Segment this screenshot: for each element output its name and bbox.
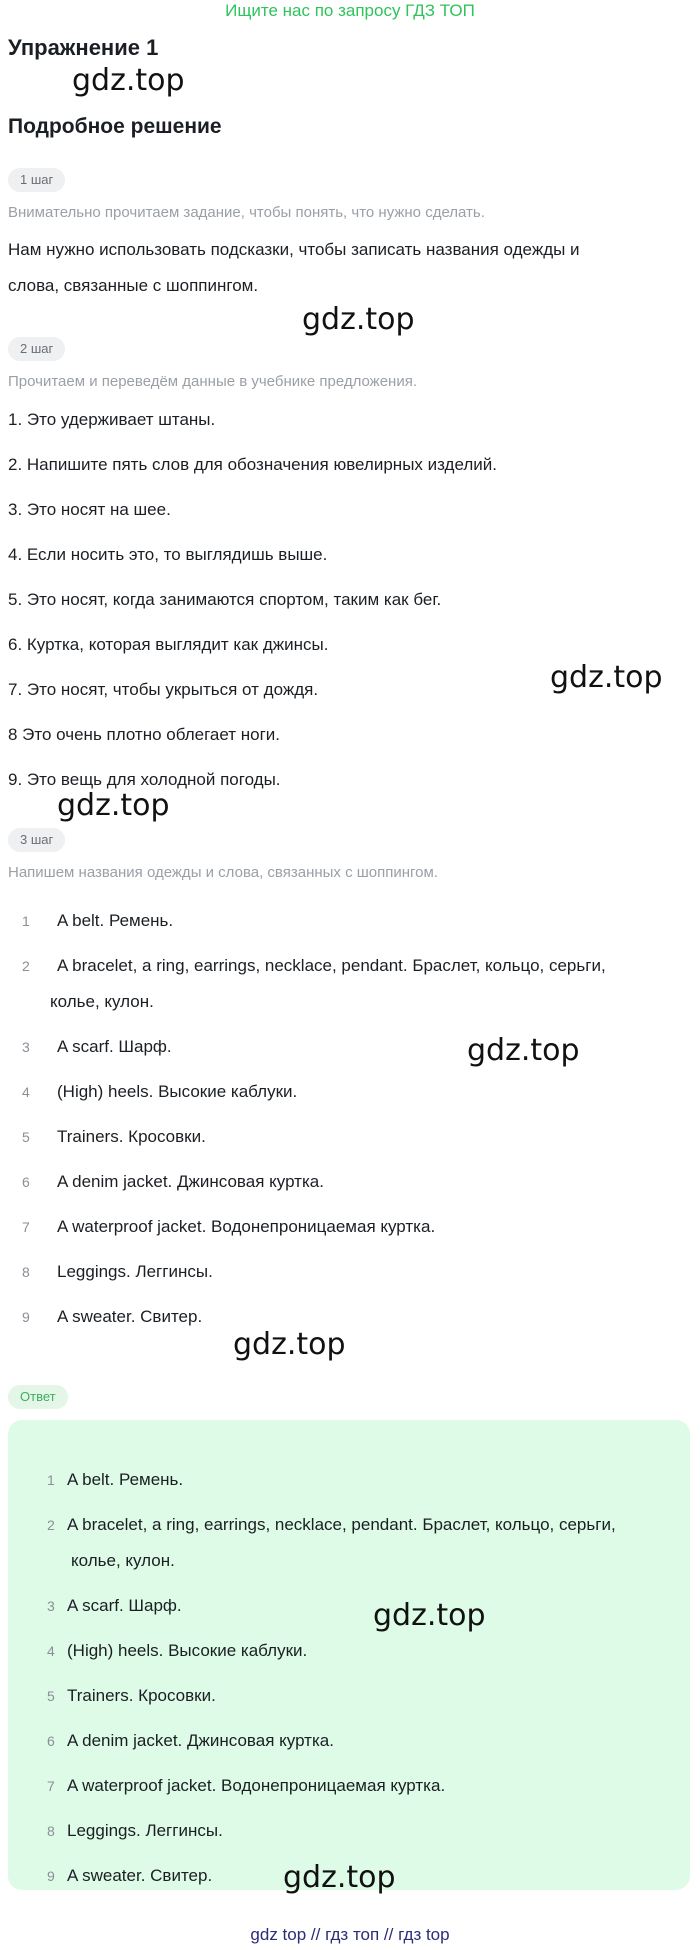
list-text: A bracelet, a ring, earrings, necklace, pendant. Браслет, кольцо, серьги, <box>67 1515 616 1534</box>
watermark: gdz.top <box>302 302 415 337</box>
watermark: gdz.top <box>373 1598 486 1633</box>
list-number: 3 <box>47 1598 55 1614</box>
step3-hint: Напишем названия одежды и слова, связанных с шоппингом. <box>8 864 438 881</box>
list-number: 1 <box>22 913 30 929</box>
step2-line: 5. Это носят, когда занимаются спортом, таким как бег. <box>8 590 442 609</box>
list-text: A bracelet, a ring, earrings, necklace, pendant. Браслет, кольцо, серьги, <box>57 956 606 975</box>
list-text: (High) heels. Высокие каблуки. <box>57 1082 298 1101</box>
list-text: A scarf. Шарф. <box>57 1037 172 1056</box>
list-text: (High) heels. Высокие каблуки. <box>67 1641 308 1660</box>
list-number: 2 <box>47 1517 55 1533</box>
list-number: 3 <box>22 1039 30 1055</box>
list-item <box>47 1723 677 1759</box>
list-number: 6 <box>47 1733 55 1749</box>
list-item <box>22 1164 682 1200</box>
step2-badge: 2 шаг <box>8 337 65 361</box>
list-text: A waterproof jacket. Водонепроницаемая куртка. <box>57 1217 436 1236</box>
step3-badge: 3 шаг <box>8 828 65 852</box>
step1-badge: 1 шаг <box>8 168 65 192</box>
list-item <box>22 1029 682 1065</box>
list-text: A scarf. Шарф. <box>67 1596 182 1615</box>
step2-hint: Прочитаем и переведём данные в учебнике предложения. <box>8 373 418 390</box>
step2-line: 4. Если носить это, то выглядишь выше. <box>8 545 328 564</box>
list-item <box>22 1299 682 1335</box>
step1-text-line1: Нам нужно использовать подсказки, чтобы записать названия одежды и <box>8 240 580 259</box>
list-item <box>22 1074 682 1110</box>
list-text: A belt. Ремень. <box>57 911 174 930</box>
list-number: 4 <box>22 1084 30 1100</box>
list-number: 1 <box>47 1472 55 1488</box>
list-item <box>47 1813 677 1849</box>
list-text: Trainers. Кросовки. <box>57 1127 206 1146</box>
list-item <box>22 903 682 939</box>
solution-title: Подробное решение <box>8 115 222 138</box>
watermark: gdz.top <box>72 63 185 98</box>
watermark: gdz.top <box>233 1327 346 1362</box>
list-item <box>47 1633 677 1669</box>
list-number: 8 <box>47 1823 55 1839</box>
list-item <box>22 1254 682 1290</box>
list-number: 6 <box>22 1174 30 1190</box>
list-number: 9 <box>22 1309 30 1325</box>
list-item <box>47 1678 677 1714</box>
watermark: gdz.top <box>283 1860 396 1895</box>
footer-links[interactable]: gdz top // гдз топ // гдз top <box>250 1925 450 1944</box>
list-text: A waterproof jacket. Водонепроницаемая куртка. <box>67 1776 446 1795</box>
list-text: A denim jacket. Джинсовая куртка. <box>57 1172 324 1191</box>
step2-line: 3. Это носят на шее. <box>8 500 171 519</box>
step2-line: 6. Куртка, которая выглядит как джинсы. <box>8 635 329 654</box>
answer-badge: Ответ <box>8 1385 68 1409</box>
list-item <box>22 948 682 1020</box>
step2-line: 7. Это носят, чтобы укрыться от дождя. <box>8 680 319 699</box>
answer-list <box>47 1462 677 1894</box>
list-number: 4 <box>47 1643 55 1659</box>
watermark: gdz.top <box>550 660 663 695</box>
list-text: Trainers. Кросовки. <box>67 1686 216 1705</box>
list-text: A denim jacket. Джинсовая куртка. <box>67 1731 334 1750</box>
step1-hint: Внимательно прочитаем задание, чтобы понять, что нужно сделать. <box>8 204 485 221</box>
list-text: Leggings. Леггинсы. <box>57 1262 213 1281</box>
step2-line: 9. Это вещь для холодной погоды. <box>8 770 281 789</box>
list-item <box>47 1768 677 1804</box>
watermark: gdz.top <box>467 1033 580 1068</box>
list-number: 2 <box>22 958 30 974</box>
exercise-title: Упражнение 1 <box>8 35 159 60</box>
list-item <box>47 1462 677 1498</box>
list-item <box>47 1507 677 1579</box>
step3-list <box>22 903 682 1335</box>
list-item <box>22 1119 682 1155</box>
list-number: 7 <box>47 1778 55 1794</box>
watermark: gdz.top <box>57 788 170 823</box>
list-number: 5 <box>47 1688 55 1704</box>
list-text-continued: колье, кулон. <box>50 992 154 1011</box>
step1-text-line2: слова, связанные с шоппингом. <box>8 276 259 295</box>
list-text: A sweater. Свитер. <box>57 1307 203 1326</box>
promo-banner[interactable]: Ищите нас по запросу ГДЗ ТОП <box>225 1 475 20</box>
list-item <box>47 1588 677 1624</box>
list-text-continued: колье, кулон. <box>71 1551 175 1570</box>
step2-line: 8 Это очень плотно облегает ноги. <box>8 725 281 744</box>
list-item <box>22 1209 682 1245</box>
list-number: 8 <box>22 1264 30 1280</box>
list-number: 9 <box>47 1868 55 1884</box>
list-text: A sweater. Свитер. <box>67 1866 213 1885</box>
step2-line: 2. Напишите пять слов для обозначения ювелирных изделий. <box>8 455 497 474</box>
step2-line: 1. Это удерживает штаны. <box>8 410 216 429</box>
list-number: 5 <box>22 1129 30 1145</box>
list-text: Leggings. Леггинсы. <box>67 1821 223 1840</box>
list-text: A belt. Ремень. <box>67 1470 184 1489</box>
list-number: 7 <box>22 1219 30 1235</box>
